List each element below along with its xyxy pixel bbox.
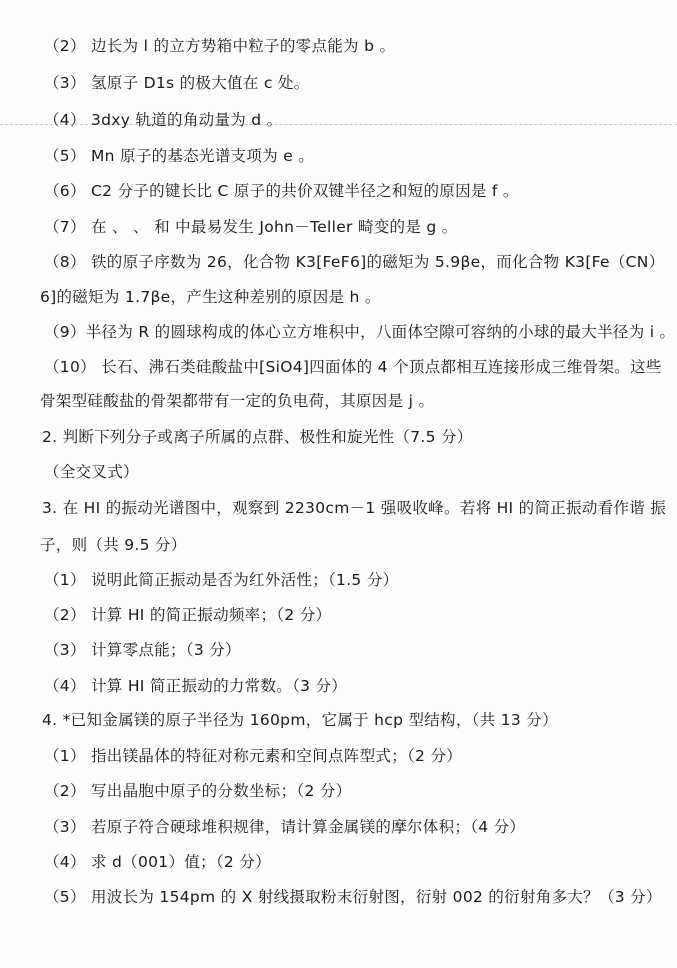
q1-item-2: （2） 边长为 l 的立方势箱中粒子的零点能为 b 。 [44,37,396,55]
q3-item-4: （4） 计算 HI 简正振动的力常数。（3 分） [44,677,348,695]
q3-item-3: （3） 计算零点能；（3 分） [44,641,241,659]
question-2-note: （全交叉式） [44,463,139,481]
q4-item-4: （4） 求 d（001）值；（2 分） [44,853,271,871]
q1-item-8: （8） 铁的原子序数为 26，化合物 K3[FeF6]的磁矩为 5.9βe，而化合物 K3[Fe（CN） [44,253,665,271]
question-3-heading: 3. 在 HI 的振动光谱图中，观察到 2230cm－1 强吸收峰。若将 HI 的简正振动看作谐 振 [42,499,667,517]
q4-item-5: （5） 用波长为 154pm 的 X 射线摄取粉末衍射图，衍射 002 的衍射角多大？（3 分） [44,888,662,906]
q1-item-9: （9）半径为 R 的圆球构成的体心立方堆积中，八面体空隙可容纳的小球的最大半径为 i 。 [44,323,676,341]
q4-item-2: （2） 写出晶胞中原子的分数坐标；（2 分） [44,782,352,800]
q1-item-7: （7） 在 、 、 和 中最易发生 John－Teller 畸变的是 g 。 [44,218,458,236]
q4-item-3: （3） 若原子符合硬球堆积规律，请计算金属镁的摩尔体积；（4 分） [44,818,526,836]
q1-item-8-cont: 6]的磁矩为 1.7βe，产生这种差别的原因是 h 。 [40,288,381,306]
q1-item-4: （4） 3dxy 轨道的角动量为 d 。 [44,111,283,129]
q1-item-10-cont: 骨架型硅酸盐的骨架都带有一定的负电荷，其原因是 j 。 [40,392,435,410]
question-2-heading: 2. 判断下列分子或离子所属的点群、极性和旋光性（7.5 分） [42,428,473,446]
q1-item-6: （6） C2 分子的键长比 C 原子的共价双键半径之和短的原因是 f 。 [44,182,519,200]
q1-item-5: （5） Mn 原子的基态光谱支项为 e 。 [44,147,315,165]
q3-item-1: （1） 说明此简正振动是否为红外活性；（1.5 分） [44,571,399,589]
q1-item-10: （10） 长石、沸石类硅酸盐中[SiO4]四面体的 4 个顶点都相互连接形成三维骨架。这些 [44,358,662,376]
q4-item-1: （1） 指出镁晶体的特征对称元素和空间点阵型式；（2 分） [44,747,463,765]
q1-item-3: （3） 氢原子 D1s 的极大值在 c 处。 [44,74,310,92]
q3-item-2: （2） 计算 HI 的简正振动频率；（2 分） [44,606,332,624]
question-3-heading-cont: 子，则（共 9.5 分） [40,536,187,554]
question-4-heading: 4. *已知金属镁的原子半径为 160pm，它属于 hcp 型结构，（共 13 分） [42,711,558,729]
